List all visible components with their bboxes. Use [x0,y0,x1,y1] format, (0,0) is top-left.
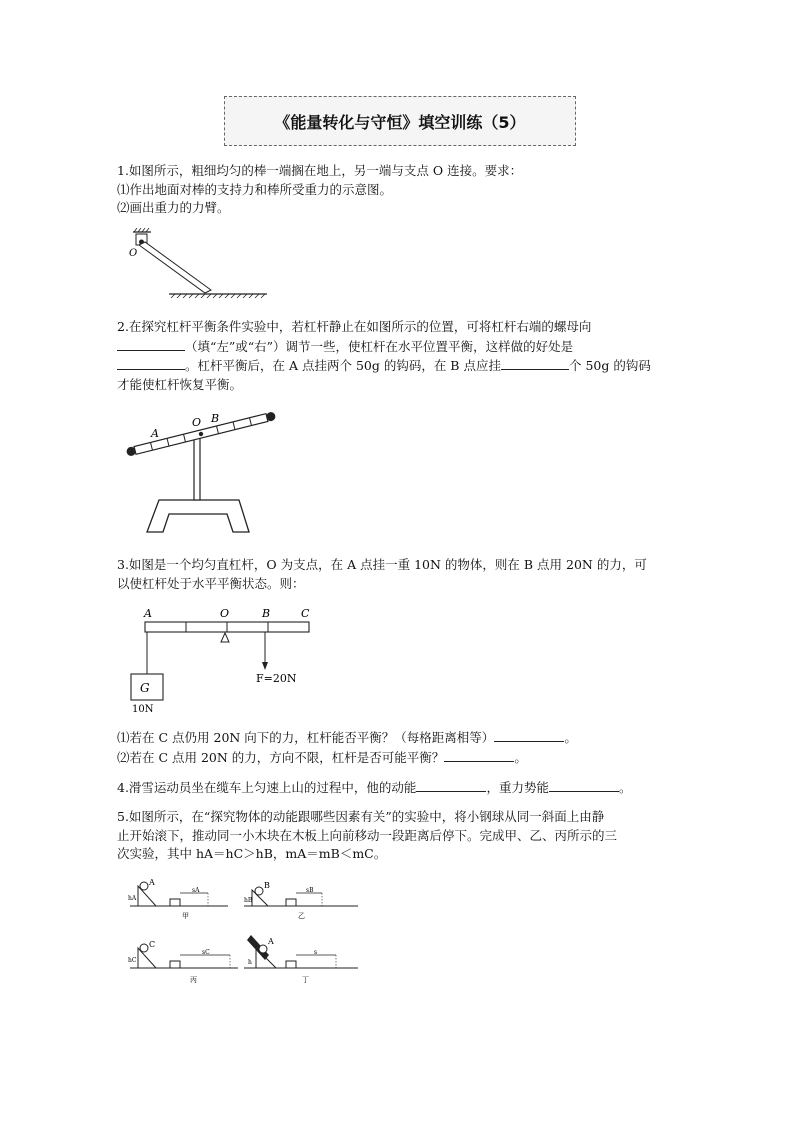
q3-sub1-period: 。 [564,730,577,745]
q5-panel-2 [244,881,358,920]
q5-panel3-ball: C [149,940,156,949]
q2-line2-text: （填“左”或“右”）调节一些，使杠杆在水平位置平衡，这样做的好处是 [185,338,574,354]
q1-line2: ⑴作出地面对棒的支持力和棒所受重力的示意图。 [117,181,393,197]
q5-panel-1 [128,878,228,920]
q5-panel2-ball: B [264,881,270,890]
q5-panel1-s: sA [192,887,200,894]
q3-label-c: C [301,607,310,620]
question-3-subquestions [117,728,677,767]
q3-sub1-blank[interactable] [494,728,564,742]
q5-panel3-h: hC [128,957,137,964]
q5-panel4-h: h [248,959,252,966]
q3-sub2-blank[interactable] [444,748,514,762]
q2-blank-benefit[interactable] [117,356,185,370]
q5-panel1-h: hA [128,895,137,902]
question-4 [117,778,677,798]
q1-line1: 1.如图所示，粗细均匀的棒一端搁在地上，另一端与支点 O 连接。要求： [117,163,523,178]
q3-label-g: G [140,681,150,695]
q2-line4: 才能使杠杆恢复平衡。 [117,376,243,392]
q3-label-b: B [262,607,271,620]
q2-blank-direction[interactable] [117,337,185,351]
q5-panel3-caption: 丙 [190,976,197,984]
q2-line1: 2.在探究杠杆平衡条件实验中，若杠杆静止在如图所示的位置，可将杠杆右端的螺母向 [117,319,592,334]
question-2 [117,318,677,394]
q1-line3: ⑵画出重力的力臂。 [117,200,230,215]
q5-panel4-ball: A [268,937,274,946]
q2-line3-text-b: 个 50g 的钩码 [568,358,651,373]
q1-figure-rod [125,228,275,300]
q2-figure-lever-stand [123,404,283,538]
q5-figure-experiments [126,876,362,988]
q5-panel4-caption: 丁 [302,976,309,984]
q3-line2: 以使杠杆处于水平平衡状态。则： [117,575,305,591]
q5-panel3-s: sC [202,949,210,956]
q3-label-weight: 10N [132,704,154,715]
q3-sub2-text: ⑵若在 C 点用 20N 的力，方向不限，杠杆是否可能平衡？ [117,749,445,765]
question-5 [117,808,677,864]
q4-text-b: ，重力势能 [486,780,549,795]
q3-label-a: A [144,607,152,620]
q3-label-force: F=20N [256,672,297,685]
q5-panel1-caption: 甲 [182,912,189,920]
q2-line2 [117,337,677,357]
q3-sub1 [117,728,677,748]
q1-label-o: O [129,248,138,259]
q5-panel1-ball: A [149,878,155,887]
q2-line3-text-a: 。杠杆平衡后，在 A 点挂两个 50g 的钩码，在 B 点应挂 [185,358,501,373]
q3-line1: 3.如图是一个均匀直杠杆，O 为支点，在 A 点挂一重 10N 的物体，则在 B 点用 20N 的力，可 [117,557,647,572]
q2-label-a: A [151,427,159,440]
q3-sub1-text: ⑴若在 C 点仍用 20N 向下的力，杠杆能否平衡？（每格距离相等） [117,730,495,745]
q3-figure-lever [125,604,325,716]
question-1 [117,162,677,218]
q5-line2: 止开始滚下，推动同一小木块在木板上向前移动一段距离后停下。完成甲、乙、丙所示的三 [117,827,618,843]
q2-line3 [117,356,677,376]
q3-sub2 [117,748,677,768]
q5-panel2-s: sB [306,887,314,894]
q4-period: 。 [618,780,632,795]
q5-line3: 次实验，其中 hA＝hC＞hB，mA＝mB＜mC。 [117,846,387,861]
q5-panel-3 [128,940,238,984]
title-text: 《能量转化与守恒》填空训练（5） [274,112,526,132]
q2-label-o: O [192,416,202,429]
q5-panel4-s: s [314,949,318,956]
q5-panel2-h: hB [244,897,253,904]
q5-panel2-caption: 乙 [298,912,305,920]
page-title [224,96,576,146]
q3-sub2-period: 。 [514,749,527,765]
q4-blank-potential[interactable] [549,778,619,792]
question-3 [117,556,677,593]
q5-line1: 5.如图所示，在“探究物体的动能跟哪些因素有关”的实验中，将小钢球从同一斜面上由静 [117,809,605,824]
q5-panel-4 [244,935,358,984]
q2-blank-count[interactable] [501,356,569,370]
q3-label-o: O [220,607,230,620]
q2-label-b: B [211,412,220,425]
q4-text-a: 4.滑雪运动员坐在缆车上匀速上山的过程中，他的动能 [117,780,417,795]
q4-blank-kinetic[interactable] [416,778,486,792]
